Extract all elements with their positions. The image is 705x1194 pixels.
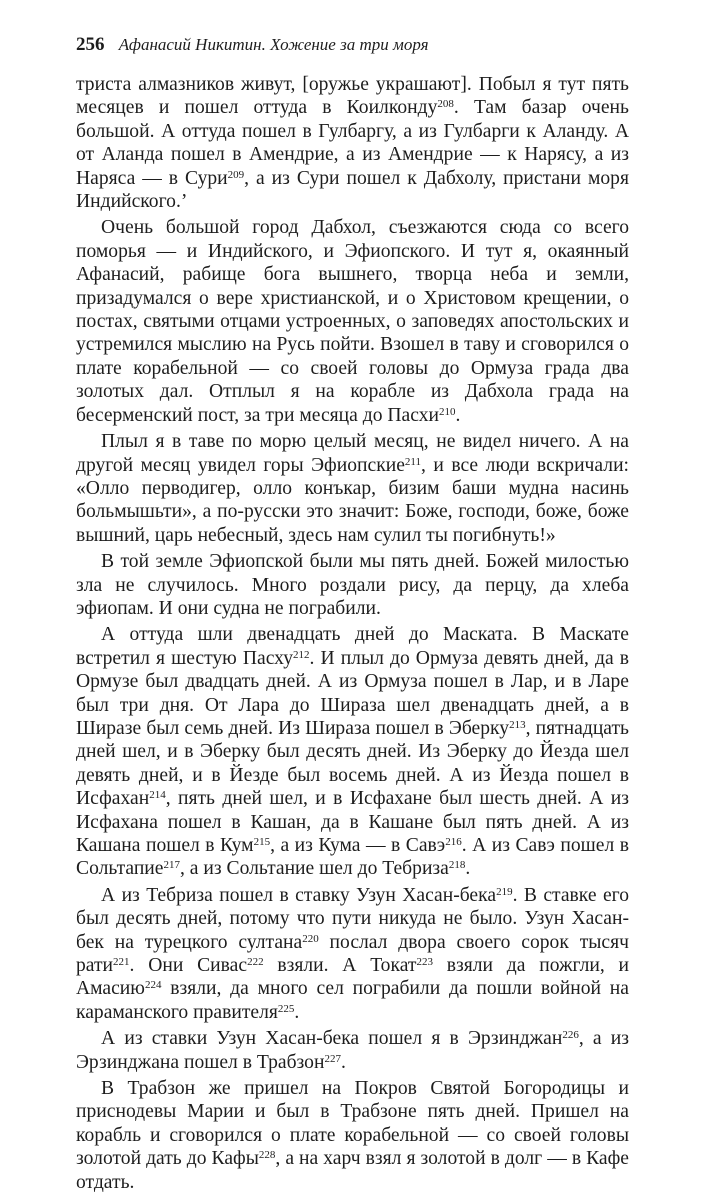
text-run: послал двора своего сорок тысяч рати [76,931,629,977]
footnote-ref: 218 [448,859,466,872]
footnote-ref: 211 [404,455,421,468]
text-run: , а из Сури пошел к Дабхолу, пристани моря Индийского.’ [76,167,629,213]
page-number: 256 [76,34,105,55]
footnote-ref: 225 [277,1002,295,1015]
text-run: . В ставке его был десять дней, потому что пути никуда не было. Узун Хасан-бек на турецкого султана [76,884,629,953]
text-run: Плыл я в таве по морю целый месяц, не видел ничего. А на другой месяц увидел горы Эфиопские [76,431,629,476]
text-run: взяли. А Токат [263,955,417,977]
footnote-ref: 228 [258,1149,276,1162]
text-run: . [340,1051,346,1073]
text-run: А из Тебриза пошел в ставку Узун Хасан-бека [101,884,497,906]
paragraph [76,73,629,213]
paragraph [76,550,629,620]
paragraph [76,1077,629,1194]
text-run: , а на харч взял я золотой в долг — в Кафе отдать. [76,1148,629,1193]
text-run: А оттуда шли двенадцать дней до Маската. В Маскате встретил я шестую Пасху [76,624,629,669]
text-run: взяли да пожгли, и Амасию [76,955,630,1000]
text-run: , и все люди вскричали: «Олло перводигер, олло конъкар, бизим баши мудна насинь больмышьти», а по-русски это значит: Боже, господи, боже, боже вышний, царь небесный, здесь нам сулил ты погибнуть!» [76,454,629,546]
footnote-ref: 223 [416,956,433,969]
footnote-ref: 212 [293,648,310,661]
paragraph [76,884,629,1024]
footnote-ref: 213 [509,718,526,731]
text-run: Очень большой город Дабхол, съезжаются сюда со всего поморья — и Индийского, и Эфиопского. И тут я, окаянный Афанасий, рабище бога вышнего, творца неба и земли, призадумался о вере христианской, и о Христовом крещении, о постах, святыми отцами устроенных, о заповедях апостольских и устремился мыслию на Русь пойти. Взошел в таву и сговорился о плате корабельной — со своей головы до Ормуза града два золотых дал. Отплыл я на корабле из Дабхола града на бесерменский пост, за три месяца до Пасхи [76,217,629,426]
text-run: А из ставки Узун Хасан-бека пошел я в Эрзинджан [101,1028,563,1050]
text-run: . Там базар очень большой. А оттуда пошел в Гулбаргу, а из Гулбарги к Аланду. А от Аланда пошел в Амендрие, а из Амендрие — к Нарясу, а из Наряса — в Сури [76,97,629,189]
footnote-ref: 210 [438,405,456,418]
text-run: . А из Савэ пошел в Сольтапие [76,835,629,880]
footnote-ref: 227 [324,1052,341,1065]
footnote-ref: 224 [144,979,162,992]
footnote-ref: 214 [149,789,166,802]
text-run: триста алмазников живут, [оружье украшают]. Побыл я тут пять месяцев и пошел оттуда в Коилконду [76,74,629,119]
footnote-ref: 215 [253,836,271,848]
text-run: В той земле Эфиопской были мы пять дней. Божей милостью зла не случилось. Много роздали рису, да перцу, да хлеба эфиопам. И они судна не пограбили. [76,551,629,619]
footnote-ref: 220 [302,932,319,945]
paragraph [76,216,629,427]
text-run: , пять дней шел, и в Исфахане был шесть дней. А из Исфахана пошел в Кашан, да в Кашане был пять дней. А из Кашана пошел в Кум [76,788,629,856]
text-run: . [465,858,471,880]
text-run: . И плыл до Ормуза девять дней, да в Ормузе был двадцать дней. А из Ормуза пошел в Лар, и в Ларе был три дня. От Лара до Шираза шел двенадцать дней, а в Ширазе был семь дней. Из Шираза пошел в Эберку [76,647,629,739]
footnote-ref: 222 [247,956,264,969]
footnote-ref: 226 [562,1029,579,1042]
footnote-ref: 221 [113,956,130,969]
text-run: , а из Кума — в Савэ [270,835,446,856]
text-run: . [294,1001,300,1023]
text-run: , а из Эрзинджана пошел в Трабзон [76,1028,629,1073]
paragraph [76,623,629,880]
footnote-ref: 216 [445,836,462,848]
text-run: В Трабзон же пришел на Покров Святой Богородицы и приснодевы Марии и был в Трабзоне пять дней. Пришел на корабль и сговорился о плате корабельной — со своей головы золотой дать до Кафы [76,1078,629,1170]
text-run: , а из Сольтание шел до Тебриза [179,858,449,880]
body-text [76,73,629,1194]
text-run: . Они Сивас [129,955,248,977]
paragraph [76,1027,629,1074]
footnote-ref: 219 [496,885,513,898]
text-run: взяли, да много сел пограбили да пошли войной на караманского правителя [76,978,629,1023]
footnote-ref: 209 [227,168,245,181]
footnote-ref: 208 [437,98,454,111]
paragraph [76,430,629,547]
text-run: . [455,404,461,426]
text-run: , пятнадцать дней шел, и в Эберку был десять дней. Из Эберку до Йезда шел девять дней, и в Йезде был восемь дней. А из Йезда пошел в Исфахан [76,717,629,810]
footnote-ref: 217 [163,859,180,872]
running-head [76,34,636,56]
book-title: Афанасий Никитин. Хожение за три моря [118,35,429,54]
